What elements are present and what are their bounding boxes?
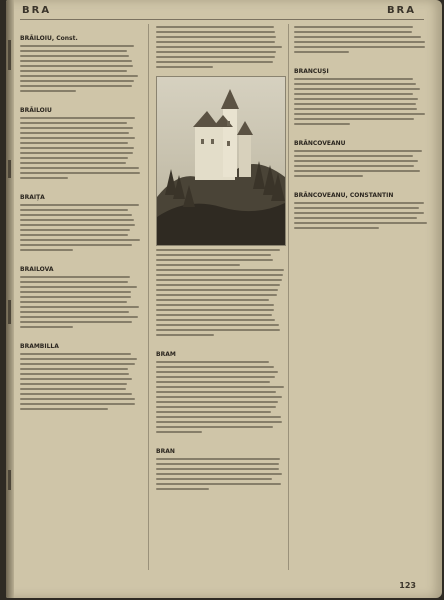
text-line xyxy=(156,396,282,398)
text-line xyxy=(156,294,277,296)
entry-body xyxy=(294,202,428,229)
text-line xyxy=(156,478,272,480)
text-line xyxy=(20,296,131,298)
text-line xyxy=(294,98,418,100)
dictionary-entry xyxy=(156,438,284,490)
entry-body xyxy=(294,78,428,125)
text-line xyxy=(156,41,275,43)
text-line xyxy=(156,473,282,475)
text-line xyxy=(20,55,129,57)
text-line xyxy=(294,155,413,157)
entry-headword: BRĂILOIU, Const. xyxy=(20,35,78,42)
text-line xyxy=(156,366,274,368)
text-line xyxy=(20,291,131,293)
text-line xyxy=(20,249,73,251)
text-line xyxy=(156,319,275,321)
running-head-left: BRA xyxy=(22,5,52,16)
text-line xyxy=(20,224,135,226)
text-line xyxy=(20,388,126,390)
text-line xyxy=(156,406,276,408)
text-line xyxy=(20,306,139,308)
text-line xyxy=(20,132,129,134)
text-line xyxy=(156,309,274,311)
text-line xyxy=(156,304,274,306)
photo-caption xyxy=(156,248,284,269)
dictionary-entry xyxy=(294,58,428,125)
entry-headword: BRAILOVA xyxy=(20,266,54,273)
text-line xyxy=(20,244,132,246)
text-line xyxy=(156,279,282,281)
text-line xyxy=(20,172,140,174)
bran-castle-photo xyxy=(156,76,286,246)
text-line xyxy=(20,50,127,52)
text-line xyxy=(294,88,420,90)
text-line xyxy=(20,214,132,216)
text-line xyxy=(20,177,68,179)
text-line xyxy=(156,411,271,413)
text-line xyxy=(20,142,128,144)
text-line xyxy=(20,368,128,370)
binding-mark xyxy=(8,300,11,324)
entry-headword: BRAIȚA xyxy=(20,194,45,201)
text-line xyxy=(20,152,133,154)
text-line xyxy=(156,468,279,470)
column-rule xyxy=(148,24,149,570)
entry-headword: BRAMBILLA xyxy=(20,343,59,350)
text-line xyxy=(20,204,139,206)
column-2-top xyxy=(156,25,284,73)
text-line xyxy=(20,117,135,119)
column-1 xyxy=(20,25,140,572)
text-line xyxy=(20,316,138,318)
text-line xyxy=(294,222,427,224)
text-line xyxy=(156,289,278,291)
dictionary-entry xyxy=(20,97,140,179)
text-line xyxy=(156,334,214,336)
text-line xyxy=(156,51,276,53)
entry-headword: BRAM xyxy=(156,351,176,358)
text-line xyxy=(156,458,280,460)
text-line xyxy=(156,259,273,261)
text-line xyxy=(20,383,127,385)
text-line xyxy=(294,165,414,167)
column-rule xyxy=(288,24,289,570)
dictionary-entry xyxy=(20,333,140,410)
entry-body xyxy=(294,26,428,53)
entry-headword: BRAN xyxy=(156,448,175,455)
text-line xyxy=(294,202,424,204)
text-line xyxy=(294,26,413,28)
text-line xyxy=(156,274,283,276)
caption-lines xyxy=(156,249,284,266)
text-line xyxy=(156,56,275,58)
text-line xyxy=(156,26,274,28)
text-line xyxy=(156,483,281,485)
text-line xyxy=(294,212,424,214)
text-line xyxy=(294,207,419,209)
text-line xyxy=(20,403,135,405)
text-line xyxy=(20,60,132,62)
text-line xyxy=(156,329,280,331)
text-line xyxy=(20,363,135,365)
text-line xyxy=(294,118,414,120)
text-line xyxy=(294,150,422,152)
text-line xyxy=(20,286,137,288)
page-binding xyxy=(6,0,14,598)
text-line xyxy=(20,65,133,67)
text-line xyxy=(156,426,273,428)
text-line xyxy=(156,249,280,251)
text-line xyxy=(294,51,349,53)
entry-body xyxy=(20,117,140,179)
text-line xyxy=(20,122,127,124)
dictionary-entry xyxy=(294,26,428,53)
text-line xyxy=(156,401,278,403)
text-line xyxy=(294,160,418,162)
text-line xyxy=(20,393,132,395)
text-line xyxy=(294,93,413,95)
binding-mark xyxy=(8,160,11,178)
text-line xyxy=(156,254,271,256)
text-line xyxy=(20,353,131,355)
text-line xyxy=(20,239,140,241)
text-line xyxy=(294,170,420,172)
text-line xyxy=(20,209,128,211)
text-line xyxy=(156,421,282,423)
text-line xyxy=(156,488,209,490)
text-line xyxy=(20,70,127,72)
text-line xyxy=(20,398,135,400)
text-line xyxy=(294,103,416,105)
text-line xyxy=(294,227,379,229)
column-2 xyxy=(156,268,284,572)
entry-headword: BRĂILOIU xyxy=(20,107,52,114)
text-line xyxy=(20,358,137,360)
text-line xyxy=(294,217,417,219)
text-line xyxy=(156,463,279,465)
text-line xyxy=(20,157,128,159)
text-line xyxy=(156,371,278,373)
text-line xyxy=(20,167,139,169)
dictionary-entry xyxy=(20,256,140,328)
text-line xyxy=(294,113,425,115)
running-head-right: BRA xyxy=(386,5,416,16)
text-line xyxy=(20,127,133,129)
dictionary-entry xyxy=(156,341,284,433)
text-line xyxy=(20,219,134,221)
text-line xyxy=(156,361,269,363)
entry-body xyxy=(156,26,284,68)
text-line xyxy=(20,147,134,149)
text-line xyxy=(20,162,126,164)
text-line xyxy=(294,78,413,80)
text-line xyxy=(156,314,272,316)
text-line xyxy=(294,31,412,33)
text-line xyxy=(156,416,281,418)
text-line xyxy=(156,66,213,68)
text-line xyxy=(20,326,73,328)
page-number: 123 xyxy=(399,581,416,590)
entry-body xyxy=(294,150,428,177)
text-line xyxy=(20,373,129,375)
text-line xyxy=(20,311,129,313)
text-line xyxy=(156,381,270,383)
text-line xyxy=(294,46,425,48)
text-line xyxy=(294,175,363,177)
dictionary-entry xyxy=(294,182,428,229)
entry-body xyxy=(20,45,140,92)
text-line xyxy=(20,80,134,82)
castle-photo-graphic xyxy=(157,77,285,245)
text-line xyxy=(156,324,279,326)
header-rule xyxy=(20,19,424,20)
text-line xyxy=(156,31,275,33)
dictionary-entry xyxy=(20,184,140,251)
text-line xyxy=(20,75,138,77)
text-line xyxy=(20,408,108,410)
text-line xyxy=(156,431,202,433)
binding-mark xyxy=(8,40,11,70)
text-line xyxy=(156,269,284,271)
text-line xyxy=(294,36,421,38)
text-line xyxy=(156,61,273,63)
text-line xyxy=(156,284,280,286)
column-3 xyxy=(294,25,428,572)
dictionary-entry xyxy=(294,130,428,177)
text-line xyxy=(20,45,134,47)
text-line xyxy=(294,41,425,43)
text-line xyxy=(20,85,132,87)
entry-body xyxy=(20,353,140,410)
text-line xyxy=(20,90,76,92)
text-line xyxy=(156,391,276,393)
text-line xyxy=(156,46,282,48)
text-line xyxy=(156,386,284,388)
entry-body xyxy=(156,458,284,490)
entry-body xyxy=(156,269,284,336)
text-line xyxy=(20,229,130,231)
entry-headword: BRÂNCOVEANU, CONSTANTIN xyxy=(294,192,394,199)
text-line xyxy=(156,376,275,378)
text-line xyxy=(20,321,132,323)
binding-mark xyxy=(8,470,11,490)
entry-body xyxy=(20,276,140,328)
entry-headword: BRÂNCOVEANU xyxy=(294,140,346,147)
text-line xyxy=(20,378,132,380)
dictionary-entry xyxy=(20,25,140,92)
dictionary-entry xyxy=(156,269,284,336)
text-line xyxy=(294,123,350,125)
text-line xyxy=(156,264,240,266)
text-line xyxy=(156,299,269,301)
dictionary-page xyxy=(6,0,442,598)
entry-body xyxy=(20,204,140,251)
text-line xyxy=(294,83,416,85)
text-line xyxy=(294,108,417,110)
text-line xyxy=(20,301,127,303)
text-line xyxy=(20,281,128,283)
text-line xyxy=(20,276,130,278)
entry-headword: BRANCUȘI xyxy=(294,68,329,75)
entry-body xyxy=(156,361,284,433)
text-line xyxy=(156,36,276,38)
text-line xyxy=(20,137,135,139)
text-line xyxy=(20,234,128,236)
